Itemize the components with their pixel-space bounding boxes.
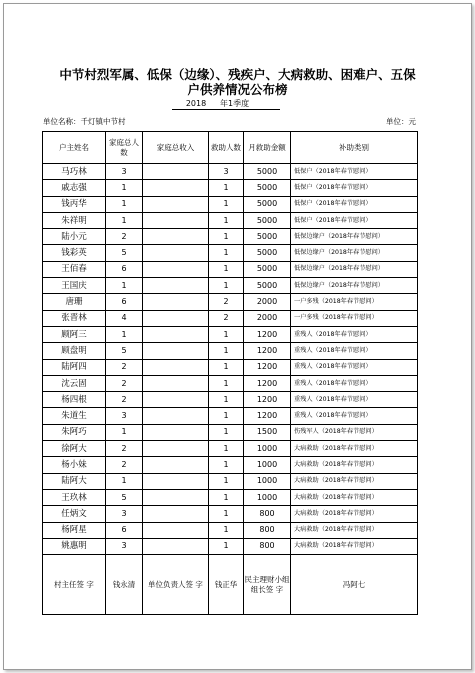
table-header-row [43, 132, 418, 164]
cell-category: 低保户（2018年春节慰问） [291, 212, 418, 228]
period-quarter: 年1季度 [220, 99, 280, 110]
cell-name: 徐阿大 [43, 441, 106, 457]
cell-household-size: 2 [106, 229, 143, 245]
cell-aid-people: 1 [209, 359, 244, 375]
report-period [172, 99, 280, 110]
cell-name: 马巧林 [43, 164, 106, 180]
cell-name: 姚惠明 [43, 538, 106, 554]
cell-income [143, 424, 209, 440]
cell-aid-people: 1 [209, 343, 244, 359]
cell-aid-people: 1 [209, 196, 244, 212]
cell-household-size: 6 [106, 294, 143, 310]
cell-monthly-amount: 5000 [244, 164, 291, 180]
cell-income [143, 212, 209, 228]
table-row [43, 375, 418, 391]
cell-category: 低保边缘户（2018年春节慰问） [291, 245, 418, 261]
cell-category: 低保户（2018年春节慰问） [291, 180, 418, 196]
cell-monthly-amount: 2000 [244, 294, 291, 310]
cell-household-size: 2 [106, 359, 143, 375]
cell-aid-people: 2 [209, 294, 244, 310]
cell-category: 大病救助（2018年春节慰问） [291, 538, 418, 554]
document-title-line1: 中节村烈军属、低保（边缘）、残疾户、大病救助、困难户、五保 [59, 67, 416, 82]
document-title-line2: 户供养情况公布榜 [187, 82, 288, 97]
cell-monthly-amount: 5000 [244, 261, 291, 277]
cell-name: 沈云固 [43, 375, 106, 391]
cell-category: 低保户（2018年春节慰问） [291, 164, 418, 180]
cell-aid-people: 1 [209, 457, 244, 473]
cell-income [143, 473, 209, 489]
cell-aid-people: 1 [209, 506, 244, 522]
cell-income [143, 538, 209, 554]
cell-income [143, 457, 209, 473]
cell-category: 大病救助（2018年春节慰问） [291, 441, 418, 457]
aid-table [42, 131, 418, 615]
cell-name: 朱祥明 [43, 212, 106, 228]
cell-aid-people: 1 [209, 424, 244, 440]
cell-category: 大病救助（2018年春节慰问） [291, 457, 418, 473]
cell-income [143, 164, 209, 180]
cell-household-size: 2 [106, 457, 143, 473]
table-row [43, 457, 418, 473]
cell-name: 王国庆 [43, 278, 106, 294]
unit-head-name: 钱正华 [209, 555, 244, 615]
cell-monthly-amount: 800 [244, 506, 291, 522]
cell-aid-people: 1 [209, 441, 244, 457]
cell-name: 张晋林 [43, 310, 106, 326]
table-row [43, 278, 418, 294]
cell-household-size: 1 [106, 196, 143, 212]
cell-household-size: 4 [106, 310, 143, 326]
table-row [43, 343, 418, 359]
cell-income [143, 229, 209, 245]
cell-income [143, 180, 209, 196]
cell-household-size: 5 [106, 245, 143, 261]
table-row [43, 245, 418, 261]
cell-household-size: 2 [106, 375, 143, 391]
table-row [43, 522, 418, 538]
cell-income [143, 441, 209, 457]
cell-aid-people: 1 [209, 538, 244, 554]
cell-monthly-amount: 1200 [244, 375, 291, 391]
cell-category: 重残人（2018年春节慰问） [291, 359, 418, 375]
cell-household-size: 1 [106, 180, 143, 196]
cell-monthly-amount: 1200 [244, 359, 291, 375]
cell-aid-people: 1 [209, 261, 244, 277]
header-aid-people: 救助人数 [209, 132, 244, 164]
cell-monthly-amount: 1000 [244, 489, 291, 505]
table-row [43, 408, 418, 424]
cell-name: 朱道生 [43, 408, 106, 424]
header-category: 补助类别 [291, 132, 418, 164]
cell-aid-people: 2 [209, 310, 244, 326]
cell-household-size: 5 [106, 343, 143, 359]
cell-household-size: 2 [106, 441, 143, 457]
cell-monthly-amount: 2000 [244, 310, 291, 326]
cell-name: 顾盘明 [43, 343, 106, 359]
cell-aid-people: 1 [209, 245, 244, 261]
cell-household-size: 6 [106, 522, 143, 538]
table-row [43, 180, 418, 196]
table-row [43, 506, 418, 522]
cell-monthly-amount: 1200 [244, 392, 291, 408]
cell-income [143, 310, 209, 326]
cell-name: 顾阿三 [43, 326, 106, 342]
unit-head-label: 单位负责人签 字 [143, 555, 209, 615]
cell-income [143, 359, 209, 375]
header-monthly-amount: 月救助金额 [244, 132, 291, 164]
cell-monthly-amount: 1200 [244, 343, 291, 359]
cell-category: 一户多残（2018年春节慰问） [291, 294, 418, 310]
cell-household-size: 1 [106, 278, 143, 294]
cell-name: 杨小妹 [43, 457, 106, 473]
cell-aid-people: 1 [209, 392, 244, 408]
cell-name: 任炳文 [43, 506, 106, 522]
period-year: 2018 [172, 99, 220, 110]
table-row [43, 473, 418, 489]
header-name: 户主姓名 [43, 132, 106, 164]
cell-category: 重残人（2018年春节慰问） [291, 375, 418, 391]
table-row [43, 294, 418, 310]
table-row [43, 310, 418, 326]
cell-name: 朱阿巧 [43, 424, 106, 440]
cell-category: 低保边缘户（2018年春节慰问） [291, 261, 418, 277]
cell-aid-people: 1 [209, 473, 244, 489]
cell-name: 陆小元 [43, 229, 106, 245]
cell-name: 杨阿星 [43, 522, 106, 538]
cell-monthly-amount: 1200 [244, 408, 291, 424]
cell-monthly-amount: 800 [244, 522, 291, 538]
cell-category: 一户多残（2018年春节慰问） [291, 310, 418, 326]
cell-aid-people: 1 [209, 278, 244, 294]
cell-monthly-amount: 1000 [244, 457, 291, 473]
cell-household-size: 1 [106, 212, 143, 228]
cell-household-size: 1 [106, 424, 143, 440]
table-row [43, 538, 418, 554]
cell-name: 王佰春 [43, 261, 106, 277]
cell-monthly-amount: 1200 [244, 326, 291, 342]
village-director-label: 村主任签 字 [43, 555, 106, 615]
cell-aid-people: 1 [209, 489, 244, 505]
table-row [43, 359, 418, 375]
signature-row [43, 555, 418, 615]
cell-name: 戚志强 [43, 180, 106, 196]
table-row [43, 196, 418, 212]
cell-monthly-amount: 5000 [244, 180, 291, 196]
cell-income [143, 326, 209, 342]
header-income: 家庭总收入 [143, 132, 209, 164]
cell-income [143, 343, 209, 359]
cell-monthly-amount: 1000 [244, 473, 291, 489]
cell-income [143, 245, 209, 261]
unit-name: 单位名称：千灯镇中节村 [43, 117, 126, 126]
table-row [43, 441, 418, 457]
cell-aid-people: 3 [209, 164, 244, 180]
cell-income [143, 294, 209, 310]
cell-aid-people: 1 [209, 375, 244, 391]
cell-aid-people: 1 [209, 229, 244, 245]
table-row [43, 326, 418, 342]
cell-household-size: 1 [106, 326, 143, 342]
cell-income [143, 506, 209, 522]
cell-household-size: 3 [106, 506, 143, 522]
header-household-size: 家庭总人数 [106, 132, 143, 164]
cell-name: 唐珊 [43, 294, 106, 310]
cell-monthly-amount: 5000 [244, 212, 291, 228]
cell-name: 王玖林 [43, 489, 106, 505]
cell-category: 重残人（2018年春节慰问） [291, 408, 418, 424]
cell-household-size: 1 [106, 473, 143, 489]
cell-category: 低保边缘户（2018年春节慰问） [291, 229, 418, 245]
cell-name: 陆阿大 [43, 473, 106, 489]
cell-monthly-amount: 5000 [244, 245, 291, 261]
cell-monthly-amount: 1500 [244, 424, 291, 440]
cell-household-size: 6 [106, 261, 143, 277]
cell-income [143, 408, 209, 424]
cell-aid-people: 1 [209, 212, 244, 228]
cell-category: 重残人（2018年春节慰问） [291, 326, 418, 342]
cell-category: 伤残军人（2018年春节慰问） [291, 424, 418, 440]
cell-monthly-amount: 5000 [244, 229, 291, 245]
cell-aid-people: 1 [209, 180, 244, 196]
cell-category: 低保边缘户（2018年春节慰问） [291, 278, 418, 294]
cell-household-size: 5 [106, 489, 143, 505]
cell-monthly-amount: 5000 [244, 196, 291, 212]
finance-leader-label: 民主理财小组组长签 字 [244, 555, 291, 615]
cell-aid-people: 1 [209, 522, 244, 538]
cell-monthly-amount: 5000 [244, 278, 291, 294]
cell-household-size: 3 [106, 408, 143, 424]
cell-monthly-amount: 800 [244, 538, 291, 554]
cell-category: 大病救助（2018年春节慰问） [291, 473, 418, 489]
cell-aid-people: 1 [209, 408, 244, 424]
table-row [43, 229, 418, 245]
finance-leader-name: 冯阿七 [291, 555, 418, 615]
table-row [43, 424, 418, 440]
money-unit: 单位：元 [386, 117, 416, 126]
cell-category: 重残人（2018年春节慰问） [291, 392, 418, 408]
cell-income [143, 489, 209, 505]
cell-name: 钱丙华 [43, 196, 106, 212]
cell-household-size: 3 [106, 164, 143, 180]
cell-name: 杨四根 [43, 392, 106, 408]
cell-household-size: 2 [106, 392, 143, 408]
cell-category: 低保户（2018年春节慰问） [291, 196, 418, 212]
cell-category: 大病救助（2018年春节慰问） [291, 506, 418, 522]
table-row [43, 212, 418, 228]
cell-income [143, 392, 209, 408]
cell-name: 陆阿四 [43, 359, 106, 375]
cell-category: 重残人（2018年春节慰问） [291, 343, 418, 359]
cell-income [143, 522, 209, 538]
cell-income [143, 261, 209, 277]
cell-category: 大病救助（2018年春节慰问） [291, 522, 418, 538]
table-row [43, 489, 418, 505]
table-row [43, 164, 418, 180]
table-row [43, 392, 418, 408]
table-row [43, 261, 418, 277]
cell-income [143, 278, 209, 294]
village-director-name: 钱永清 [106, 555, 143, 615]
cell-household-size: 3 [106, 538, 143, 554]
cell-category: 大病救助（2018年春节慰问） [291, 489, 418, 505]
cell-name: 钱彩英 [43, 245, 106, 261]
cell-income [143, 196, 209, 212]
cell-income [143, 375, 209, 391]
cell-monthly-amount: 1000 [244, 441, 291, 457]
cell-aid-people: 1 [209, 326, 244, 342]
